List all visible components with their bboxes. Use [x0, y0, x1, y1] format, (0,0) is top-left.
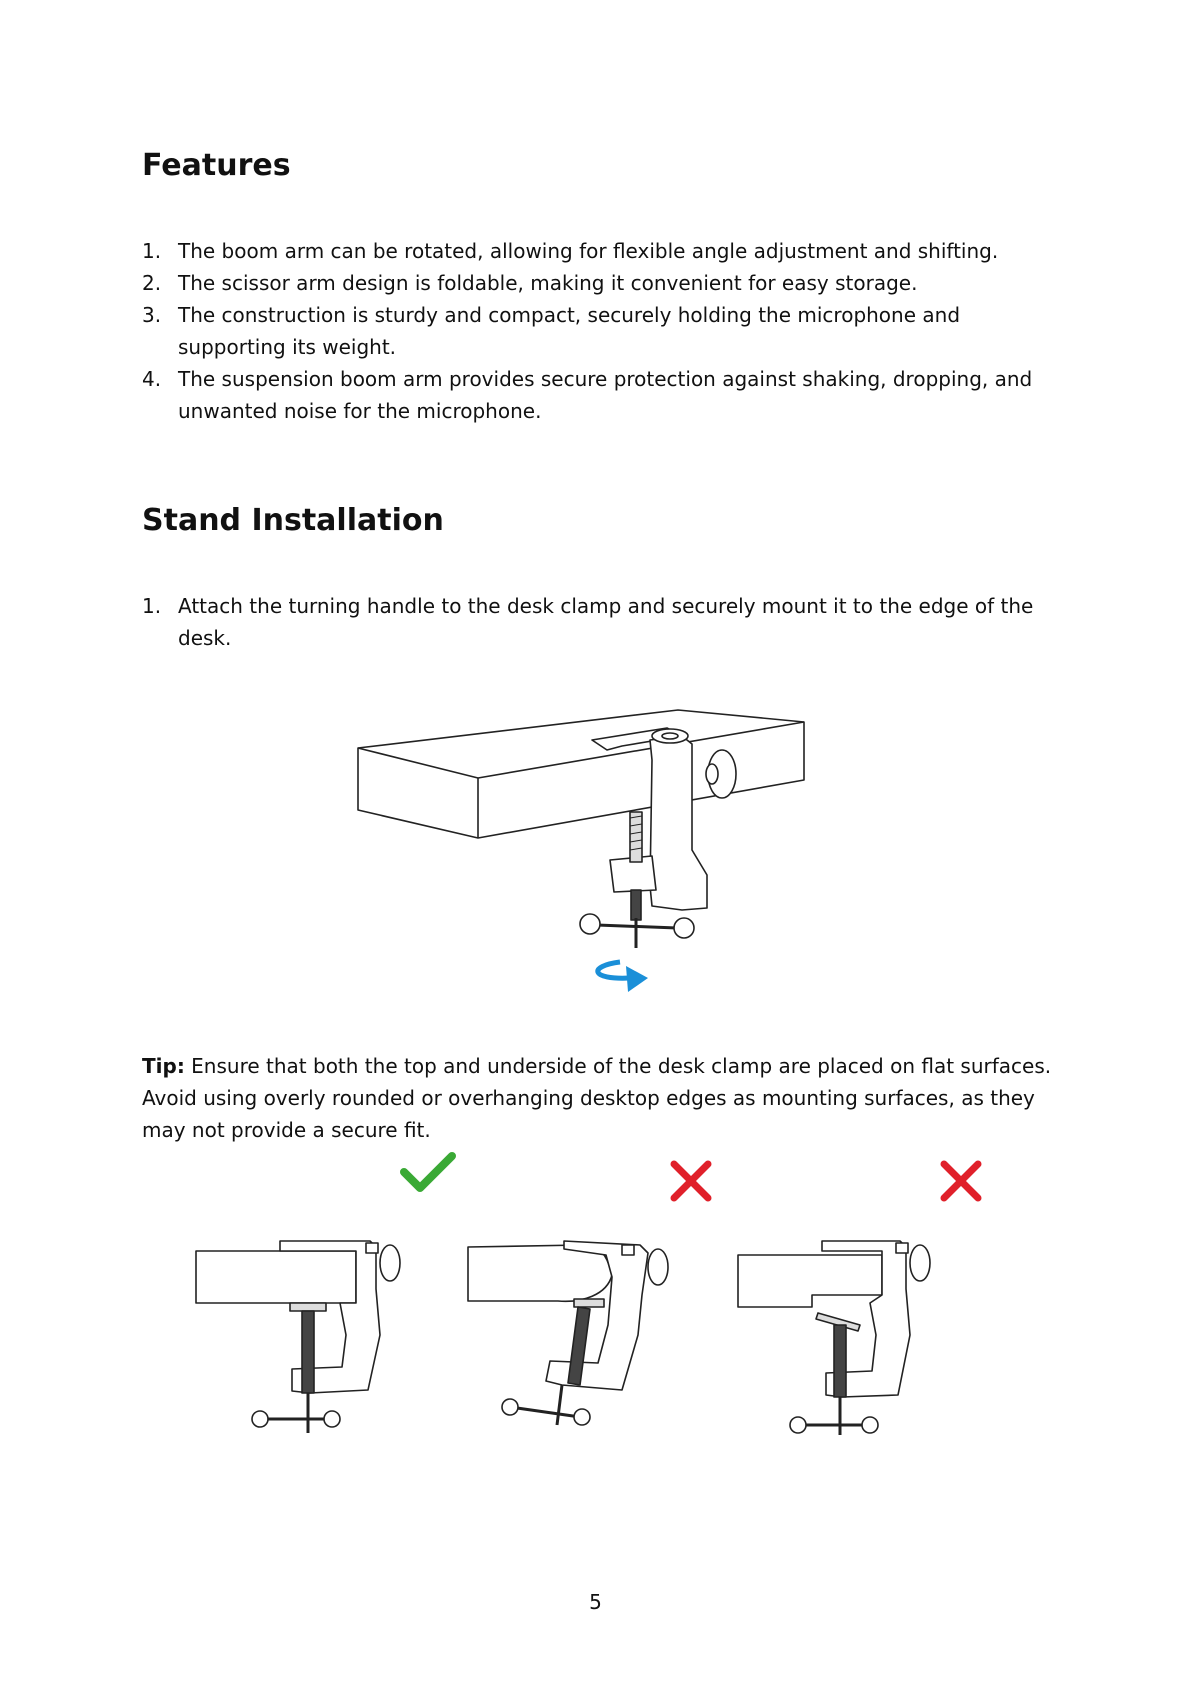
desk-clamp-illustration	[352, 700, 822, 1000]
list-item-text: The construction is sturdy and compact, securely holding the microphone and supporting its weight.	[178, 303, 961, 359]
correct-check-icon	[398, 1150, 458, 1196]
wrong-cross-icon	[938, 1158, 984, 1204]
features-heading: Features	[142, 148, 291, 183]
list-item: 1. The boom arm can be rotated, allowing for flexible angle adjustment and shifting.	[142, 239, 999, 263]
list-item-text: The boom arm can be rotated, allowing for flexible angle adjustment and shifting.	[178, 239, 999, 263]
tip-paragraph	[142, 1050, 1062, 1146]
list-item: 3. The construction is sturdy and compact, securely holding the microphone and supporting its weight.	[142, 303, 961, 359]
features-list	[142, 235, 1062, 427]
wrong-cross-icon	[668, 1158, 714, 1204]
list-item-text: Attach the turning handle to the desk clamp and securely mount it to the edge of the desk.	[178, 594, 1034, 650]
list-item: 2. The scissor arm design is foldable, making it convenient for easy storage.	[142, 271, 918, 295]
installation-steps	[142, 590, 1062, 654]
tip-label: Tip:	[142, 1054, 185, 1078]
rotation-arrow-icon	[598, 962, 648, 992]
desk-top-shape	[358, 710, 804, 838]
list-item-text: The scissor arm design is foldable, making it convenient for easy storage.	[178, 271, 918, 295]
overhanging-edge-mounting-illustration	[732, 1185, 992, 1435]
stand-installation-heading: Stand Installation	[142, 503, 444, 538]
list-item: 1. Attach the turning handle to the desk clamp and securely mount it to the edge of the desk.	[142, 594, 1034, 650]
correct-mounting-illustration	[190, 1185, 450, 1435]
page-number: 5	[589, 1590, 602, 1614]
list-item: 4. The suspension boom arm provides secure protection against shaking, dropping, and unwanted noise for the microphone.	[142, 367, 1033, 423]
tip-text: Ensure that both the top and underside of the desk clamp are placed on flat surfaces. Avoid using overly rounded or overhanging desktop edges as mounting surfaces, as they may not provide a secure fit.	[142, 1054, 1052, 1142]
list-item-text: The suspension boom arm provides secure protection against shaking, dropping, and unwanted noise for the microphone.	[178, 367, 1033, 423]
rounded-edge-mounting-illustration	[462, 1185, 722, 1435]
